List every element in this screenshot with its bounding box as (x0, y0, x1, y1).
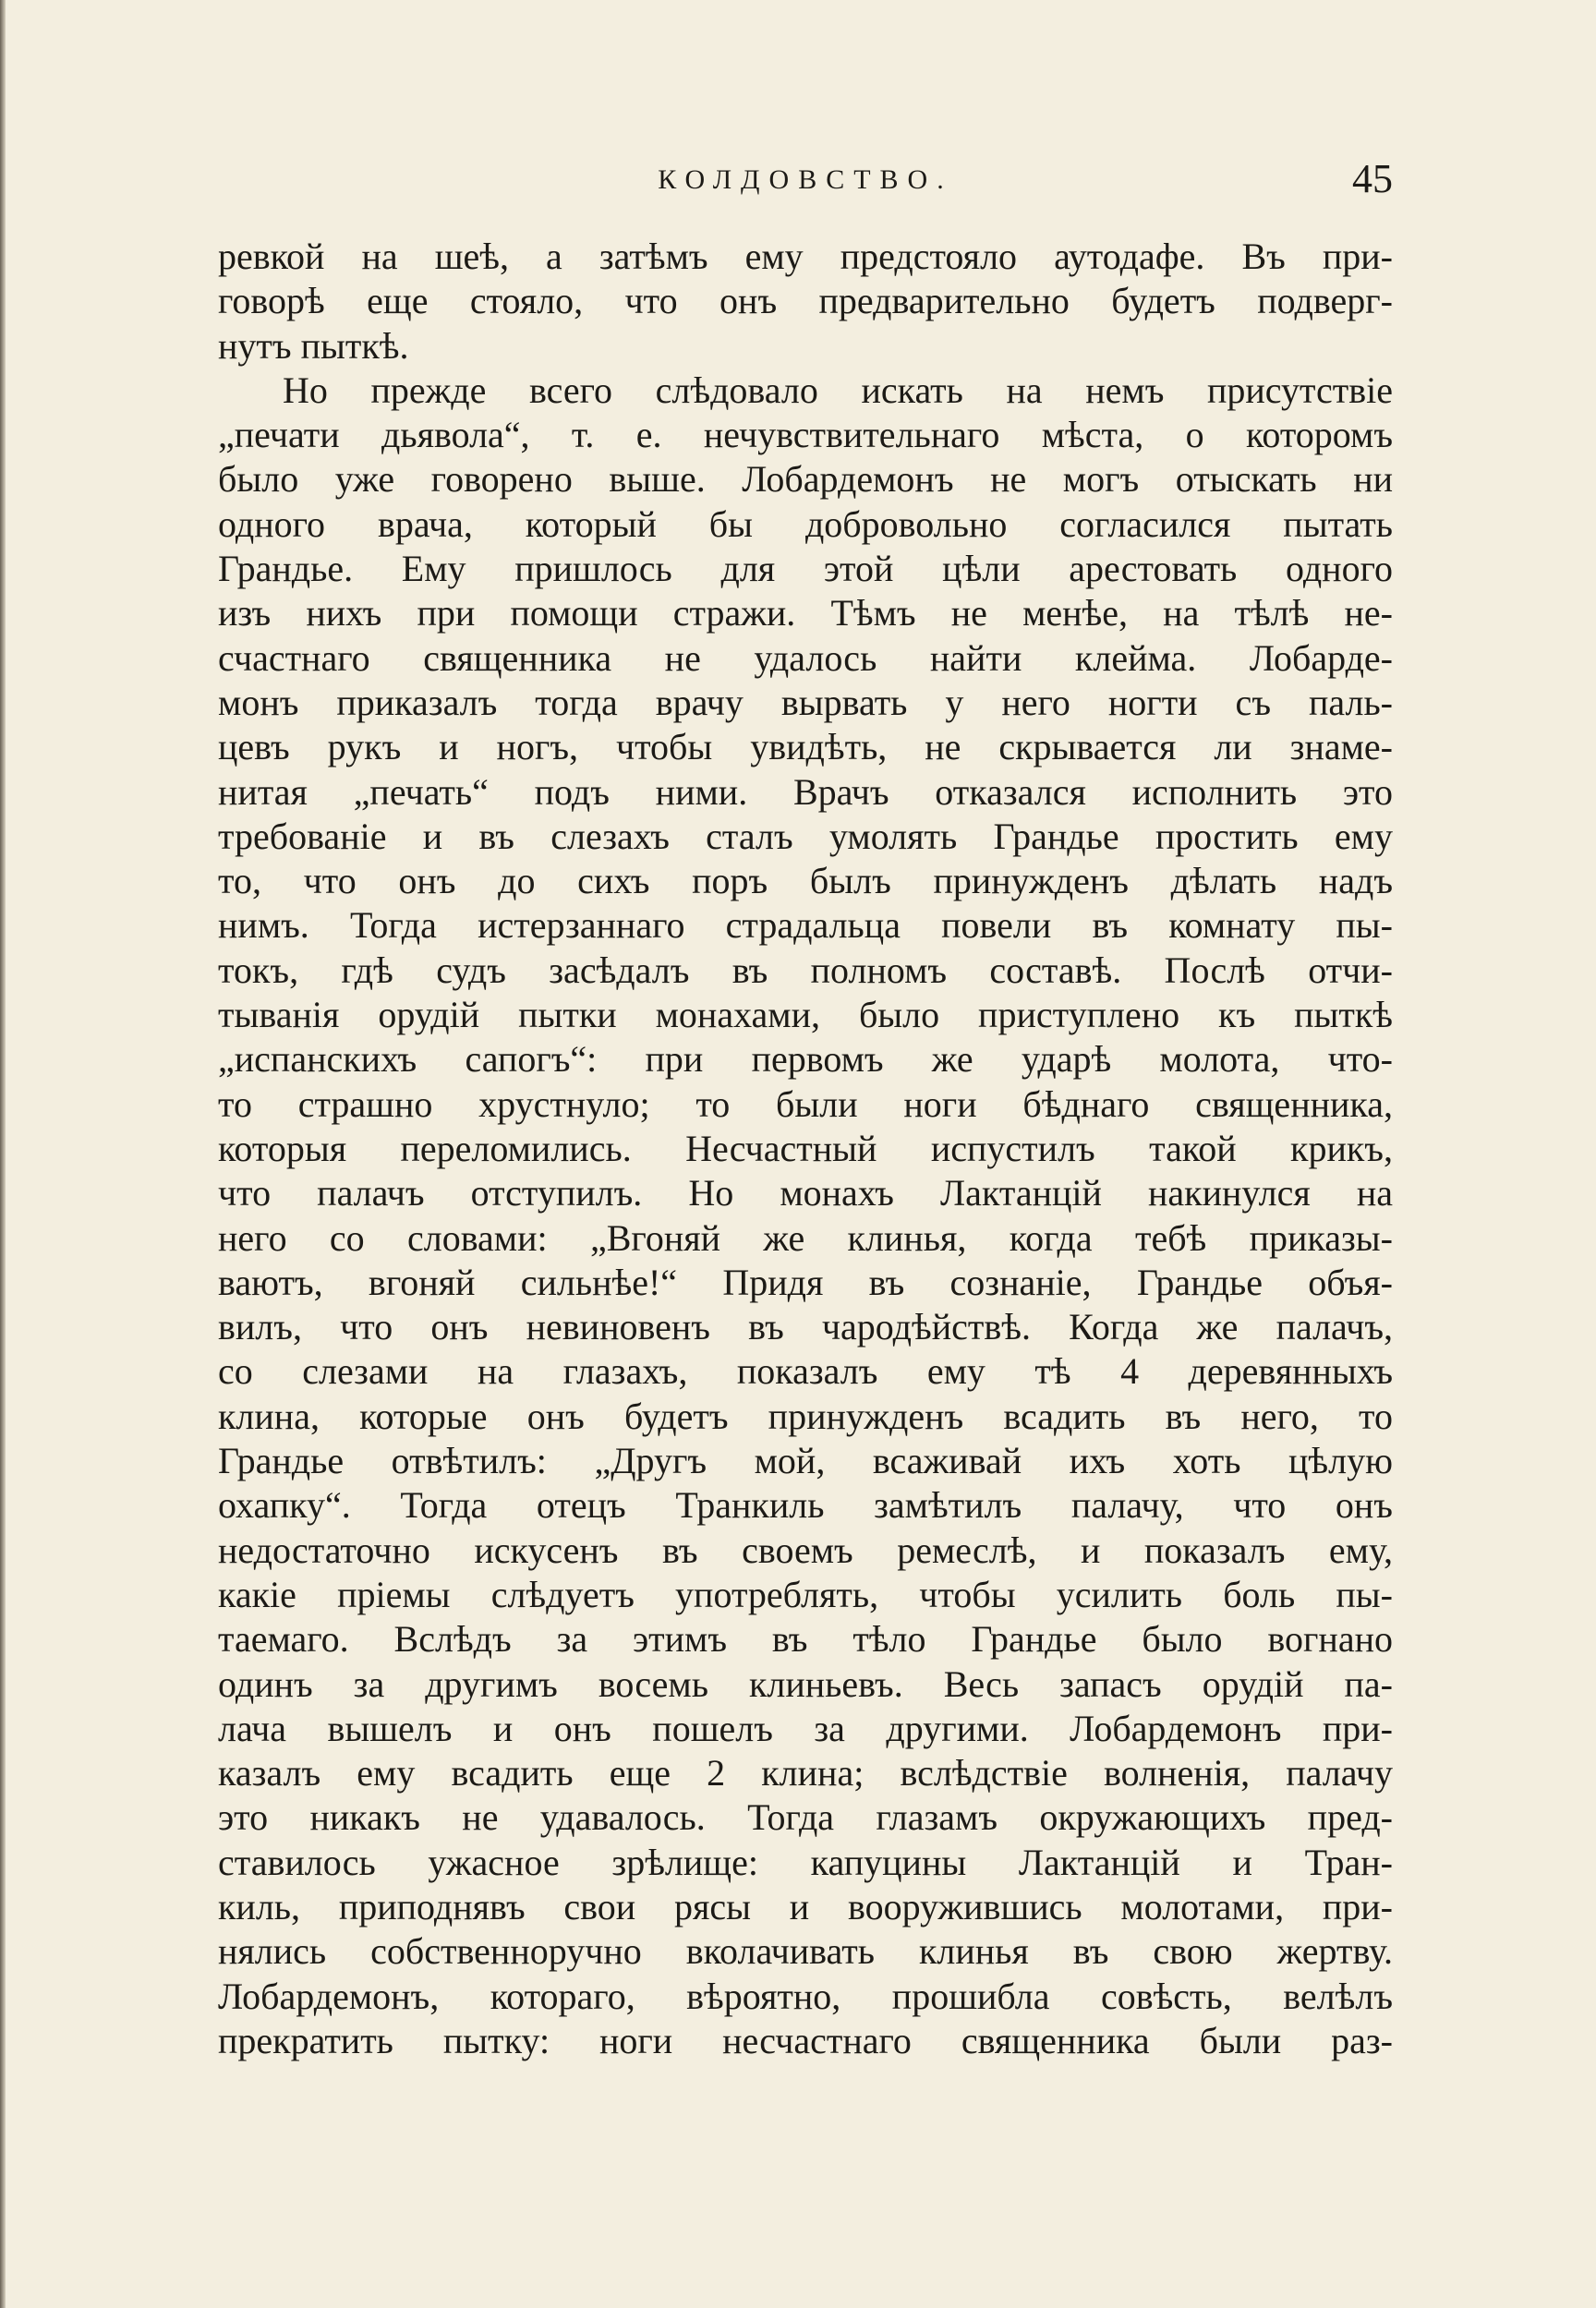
text-line: вилъ, что онъ невиновенъ въ чародѣйствѣ. Когда же палачъ, (218, 1306, 1393, 1348)
text-line: одинъ за другимъ восемь клиньевъ. Весь запасъ орудій па- (218, 1662, 1393, 1705)
text-line: одного врача, который бы добровольно согласился пытать (218, 502, 1393, 545)
text-line: изъ нихъ при помощи стражи. Тѣмъ не менѣе, на тѣлѣ не- (218, 592, 1393, 634)
text-line: клина, которые онъ будетъ принужденъ всадить въ него, то (218, 1395, 1393, 1437)
page-edge (0, 0, 6, 2308)
text-line: Лобардемонъ, котораго, вѣроятно, прошибла совѣсть, велѣлъ (218, 1975, 1393, 2017)
text-line: было уже говорено выше. Лобардемонъ не могъ отыскать ни (218, 458, 1393, 501)
text-line: казалъ ему всадить еще 2 клина; вслѣдствіе волненія, палачу (218, 1752, 1393, 1794)
text-line: нутъ пыткѣ. (218, 324, 409, 367)
text-line: нимъ. Тогда истерзаннаго страдальца повели въ комнату пы- (218, 904, 1393, 947)
text-line: токъ, гдѣ судъ засѣдалъ въ полномъ составѣ. Послѣ отчи- (218, 949, 1393, 991)
text-line: что палачъ отступилъ. Но монахъ Лактанцій накинулся на (218, 1172, 1393, 1214)
text-line: киль, приподнявъ свои рясы и вооружившись молотами, при- (218, 1885, 1393, 1927)
page-header-title: КОЛДОВСТВО. (658, 164, 953, 195)
text-line: лача вышелъ и онъ пошелъ за другими. Лобардемонъ при- (218, 1707, 1393, 1749)
text-line: монъ приказалъ тогда врачу вырвать у него ногти съ паль- (218, 681, 1393, 723)
text-line: нитая „печать“ подъ ними. Врачъ отказался исполнить это (218, 770, 1393, 813)
text-line: цевъ рукъ и ногъ, чтобы увидѣть, не скрывается ли знаме- (218, 726, 1393, 768)
text-line: которыя переломились. Несчастный испустилъ такой крикъ, (218, 1127, 1393, 1169)
text-line: говорѣ еще стояло, что онъ предварительно будетъ подверг- (218, 280, 1393, 322)
text-line: „печати дьявола“, т. е. нечувствительнаго мѣста, о которомъ (218, 414, 1393, 456)
text-line: требованіе и въ слезахъ сталъ умолять Грандье простить ему (218, 815, 1393, 857)
text-line: со слезами на глазахъ, показалъ ему тѣ 4 деревянныхъ (218, 1350, 1393, 1393)
text-line: нялись собственноручно вколачивать клинья въ свою жертву. (218, 1930, 1393, 1973)
text-line: ставилось ужасное зрѣлище: капуцины Лактанцій и Тран- (218, 1841, 1393, 1883)
text-line: охапку“. Тогда отецъ Транкиль замѣтилъ палачу, что онъ (218, 1484, 1393, 1527)
body-text (218, 235, 1393, 2063)
page-number: 45 (1352, 156, 1393, 201)
text-line: недостаточно искусенъ въ своемъ ремеслѣ, и показалъ ему, (218, 1529, 1393, 1571)
text-line: Грандье. Ему пришлось для этой цѣли арестовать одного (218, 548, 1393, 590)
text-line: него со словами: „Вгоняй же клинья, когда тебѣ приказы- (218, 1216, 1393, 1259)
text-line: это никакъ не удавалось. Тогда глазамъ окружающихъ пред- (218, 1796, 1393, 1839)
text-line: тыванія орудій пытки монахами, было приступлено къ пыткѣ (218, 994, 1393, 1036)
text-line: Грандье отвѣтилъ: „Другъ мой, всаживай ихъ хоть цѣлую (218, 1440, 1393, 1482)
text-line: Но прежде всего слѣдовало искать на немъ присутствіе (283, 369, 1393, 411)
text-line: какіе пріемы слѣдуетъ употреблять, чтобы усилить боль пы- (218, 1573, 1393, 1615)
text-line: то страшно хрустнуло; то были ноги бѣднаго священника, (218, 1082, 1393, 1125)
text-line: таемаго. Вслѣдъ за этимъ въ тѣло Грандье было вогнано (218, 1618, 1393, 1661)
text-line: то, что онъ до сихъ поръ былъ принужденъ дѣлать надъ (218, 860, 1393, 902)
text-line: прекратить пытку: ноги несчастнаго священника были раз- (218, 2019, 1393, 2061)
running-head (218, 155, 1393, 211)
text-line: ревкой на шеѣ, а затѣмъ ему предстояло аутодафе. Въ при- (218, 236, 1393, 277)
text-line: „испанскихъ сапогъ“: при первомъ же ударѣ молота, что- (218, 1038, 1393, 1081)
text-line: ваютъ, вгоняй сильнѣе!“ Придя въ сознаніе, Грандье объя- (218, 1261, 1393, 1303)
text-line: счастнаго священника не удалось найти клейма. Лобарде- (218, 636, 1393, 679)
